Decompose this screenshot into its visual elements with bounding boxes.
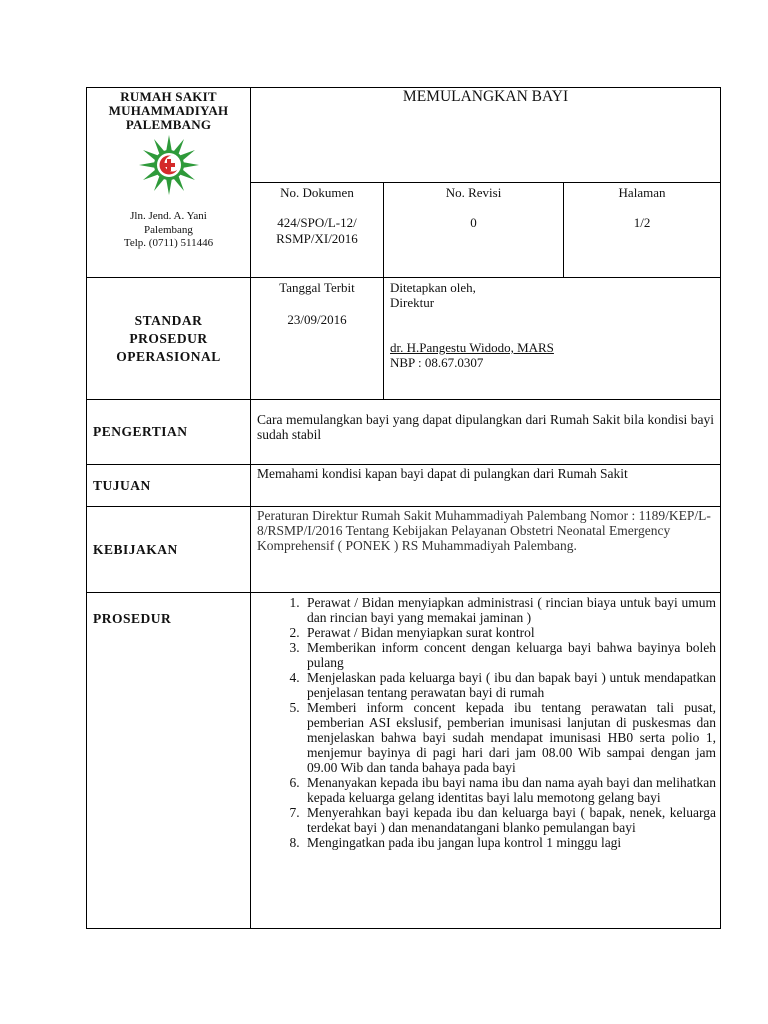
no-revisi-label: No. Revisi <box>445 185 502 200</box>
prosedur-item-6: 6. Menanyakan kepada ibu bayi nama ibu dan nama ayah bayi dan melihatkan kepada keluarga gelang identitas bayi lalu memotong gelang bayi <box>303 775 716 805</box>
halaman-label: Halaman <box>618 185 666 200</box>
hospital-address <box>87 210 250 251</box>
hospital-name-line-2: MUHAMMADIYAH <box>108 103 229 118</box>
hospital-name-line-3: PALEMBANG <box>125 117 212 132</box>
tujuan-label: TUJUAN <box>87 465 251 507</box>
halaman-cell <box>564 183 721 278</box>
tanggal-terbit-label: Tanggal Terbit <box>279 280 355 295</box>
prosedur-item-1: 1. Perawat / Bidan menyiapkan administrasi ( rincian biaya untuk bayi umum dan rincian bayi yang memakai jaminan ) <box>303 595 716 625</box>
no-dokumen-cell <box>251 183 384 278</box>
signer-name: dr. H.Pangestu Widodo, MARS <box>390 340 554 355</box>
no-dokumen-value-line-2: RSMP/XI/2016 <box>276 231 358 246</box>
signature-cell <box>384 278 721 400</box>
hospital-header-cell <box>87 88 251 278</box>
document-title: MEMULANGKAN BAYI <box>251 88 721 183</box>
no-revisi-value: 0 <box>470 215 477 230</box>
sop-label <box>87 278 251 400</box>
prosedur-content <box>251 593 721 929</box>
kebijakan-label: KEBIJAKAN <box>87 507 251 593</box>
tanggal-terbit-value: 23/09/2016 <box>287 312 347 327</box>
tanggal-terbit-cell <box>251 278 384 400</box>
sop-line-2: PROSEDUR <box>129 330 208 346</box>
prosedur-item-4: 4. Menjelaskan pada keluarga bayi ( ibu dan bapak bayi ) untuk mendapatkan penjelasan tentang perawatan bayi di rumah <box>303 670 716 700</box>
prosedur-item-7: 7. Menyerahkan bayi kepada ibu dan keluarga bayi ( bapak, nenek, keluarga terdekat bayi ) dan menandatangani blanko pemulangan bayi <box>303 805 716 835</box>
no-dokumen-label: No. Dokumen <box>280 185 354 200</box>
tujuan-text: Memahami kondisi kapan bayi dapat di pulangkan dari Rumah Sakit <box>251 465 721 507</box>
prosedur-label: PROSEDUR <box>87 593 251 929</box>
prosedur-list <box>251 595 720 850</box>
sop-line-3: OPERASIONAL <box>116 348 221 364</box>
signer-nbp: NBP : 08.67.0307 <box>390 355 484 370</box>
muhammadiyah-sun-logo-icon <box>131 134 207 196</box>
no-dokumen-value <box>251 215 383 247</box>
pengertian-text: Cara memulangkan bayi yang dapat dipulangkan dari Rumah Sakit bila kondisi bayi sudah stabil <box>251 400 721 465</box>
no-revisi-cell <box>384 183 564 278</box>
prosedur-item-3: 3. Memberikan inform concent dengan keluarga bayi bahwa bayinya boleh pulang <box>303 640 716 670</box>
pengertian-label: PENGERTIAN <box>87 400 251 465</box>
sop-document-table <box>86 87 721 929</box>
halaman-value: 1/2 <box>633 215 651 230</box>
jabatan: Direktur <box>390 295 435 310</box>
no-dokumen-value-line-1: 424/SPO/L-12/ <box>277 215 357 230</box>
prosedur-item-8: 8. Mengingatkan pada ibu jangan lupa kontrol 1 minggu lagi <box>303 835 716 850</box>
ditetapkan-label: Ditetapkan oleh, <box>390 280 476 295</box>
sop-line-1: STANDAR <box>134 312 203 328</box>
prosedur-item-2: 2. Perawat / Bidan menyiapkan surat kontrol <box>303 625 716 640</box>
address-line-2: Palembang <box>144 223 193 236</box>
hospital-name <box>87 90 250 132</box>
hospital-name-line-1: RUMAH SAKIT <box>120 89 217 104</box>
address-phone: Telp. (0711) 511446 <box>123 237 214 249</box>
kebijakan-text: Peraturan Direktur Rumah Sakit Muhammadiyah Palembang Nomor : 1189/KEP/L-8/RSMP/I/2016 Tentang Kebijakan Pelayanan Obstetri Neonatal Emergency Komprehensif ( PONEK ) RS Muhammadiyah Palembang. <box>251 507 721 593</box>
address-line-1: Jln. Jend. A. Yani <box>130 210 207 222</box>
prosedur-item-5: 5. Memberi inform concent kepada ibu tentang perawatan tali pusat, pemberian ASI ekslusif, pemberian imunisasi lanjutan di puskesmas dan menjelaskan bahwa bayi sudah mendapat imunisasi HB0 serta polio 1, menjemur bayinya di pagi hari dari jam 08.00 Wib sampai dengan jam 09.00 Wib dan tanda bahaya pada bayi <box>303 700 716 775</box>
